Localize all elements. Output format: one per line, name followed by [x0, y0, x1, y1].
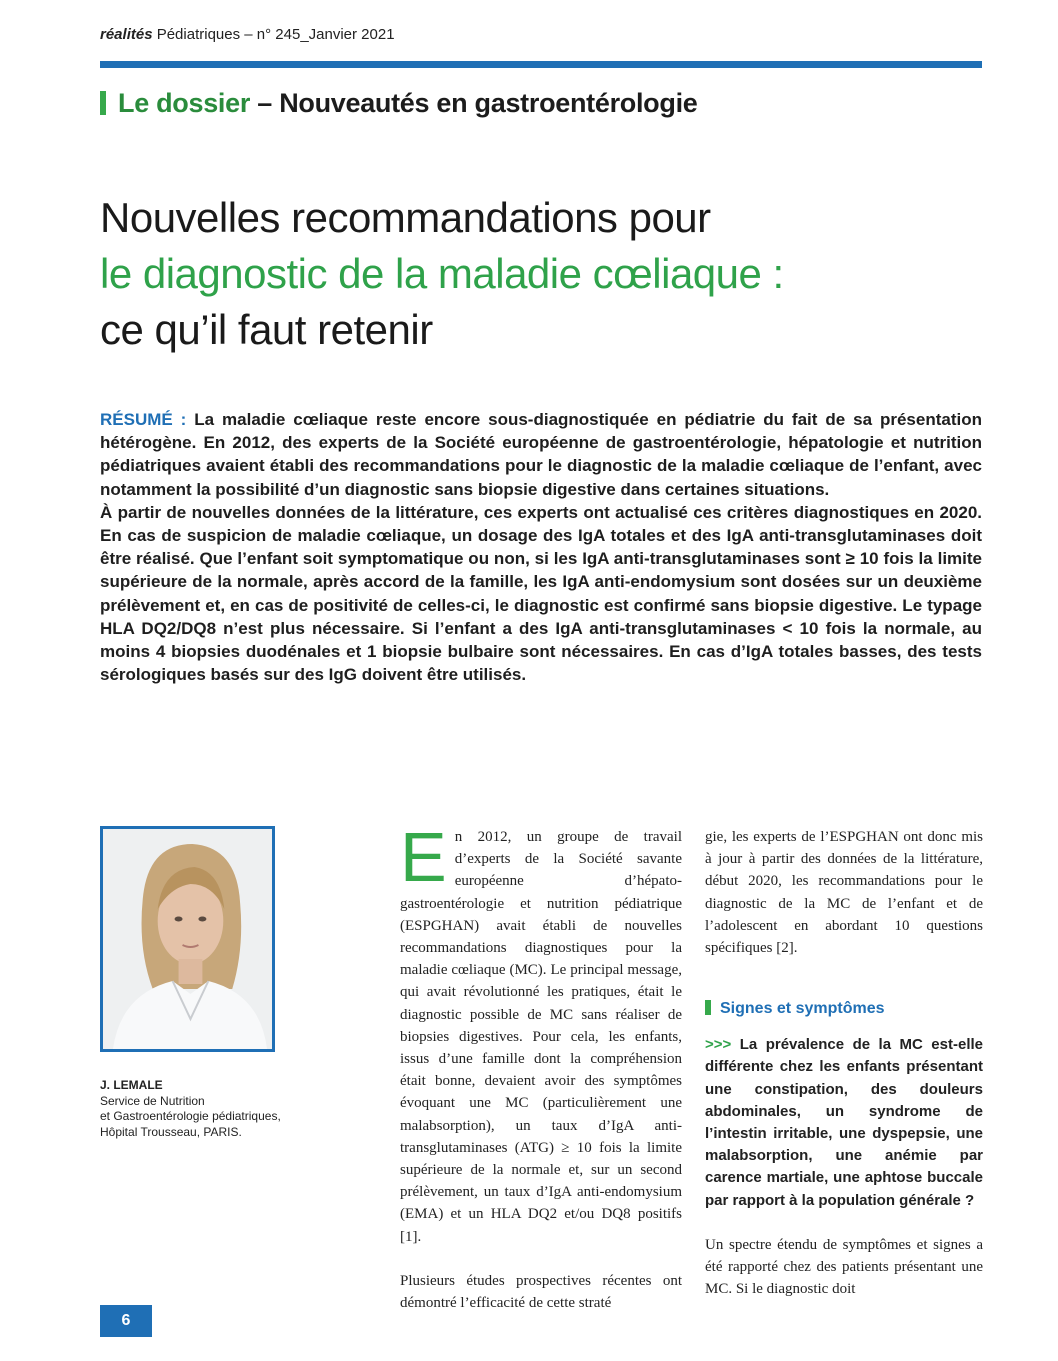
paragraph-gap-2	[705, 1212, 983, 1234]
column-2-continuation: gie, les experts de l’ESPGHAN ont donc mis à jour à partir des données de la littérature, début 2020, les recommandations pour le diagnostic de la MC de l’enfant et de l’adolescent en abordant 10 questions spécifiques [2].	[705, 829, 983, 957]
author-photo	[100, 826, 275, 1052]
subheading-bar	[705, 1000, 711, 1015]
abstract-lead: RÉSUMÉ :	[100, 410, 187, 429]
body-paragraph-1	[400, 818, 682, 1248]
article-title	[100, 190, 784, 358]
abstract-paragraph-1	[100, 408, 982, 501]
question-block	[705, 1034, 983, 1212]
author-affiliation-1: Service de Nutrition	[100, 1093, 205, 1108]
title-line-2: le diagnostic de la maladie cœliaque :	[100, 250, 784, 297]
body-column-1	[400, 818, 682, 1314]
paragraph-gap	[400, 1248, 682, 1270]
running-head	[100, 26, 395, 43]
portrait-image	[103, 829, 272, 1049]
author-affiliation-3: Hôpital Trousseau, PARIS.	[100, 1124, 242, 1139]
subheading	[705, 998, 983, 1020]
drop-cap: E	[400, 818, 447, 896]
title-line-1: Nouvelles recommandations pour	[100, 194, 711, 241]
subheading-text: Signes et symptômes	[720, 1000, 885, 1017]
abstract-text-1: La maladie cœliaque reste encore sous-diagnostiquée en pédiatrie du fait de sa présentation hétérogène. En 2012, des experts de la Société européenne de gastroentérologie, hépatologie et nutrition pédiatriques avaient établi des recommandations pour le diagnostic de la maladie cœliaque de l’enfant, avec notamment la possibilité d’un diagnostic sans biopsie digestive dans certaines situations.	[100, 410, 982, 499]
body-paragraph-2: Plusieurs études prospectives récentes ont démontré l’efficacité de cette straté	[400, 1272, 682, 1312]
section-heading	[100, 88, 698, 119]
question-text: La prévalence de la MC est-elle différente chez les enfants présentant une constipation, des douleurs abdominales, un syndrome de l’intestin irritable, une dyspepsie, une malabsorption, une anémie par carence martiale, une aphtose buccale par rapport à la population générale ?	[705, 1036, 983, 1209]
body-text-1: n 2012, un groupe de travail d’experts de la Société savante européenne d’hépato-gastroentérologie et nutrition pédiatrique (ESPGHAN) avait établi de nouvelles recommandations diagnostiques pour la maladie cœliaque (MC). Le principal message, qui avait révolutionné les pratiques, était le diagnostic possible de MC sans réaliser de biopsies digestives. Pour cela, les enfants, issus d’une famille dont la compréhension était bonne, devaient avoir des symptômes évoquant une MC (particulièrement une malabsorption), un taux d’IgA anti-transglutaminases (ATG) ≥ 10 fois la limite supérieure de la normale et, sur un second prélèvement, un taux d’IgA anti-endomysium (EMA) et un HLA DQ2 et/ou DQ8 positifs [1].	[400, 829, 682, 1245]
abstract	[100, 408, 982, 686]
author-affiliation-2: et Gastroentérologie pédiatriques,	[100, 1109, 281, 1123]
title-line-3: ce qu’il faut retenir	[100, 306, 433, 353]
header-rule	[100, 61, 982, 68]
page-number: 6	[100, 1305, 152, 1337]
body-paragraph-3: Un spectre étendu de symptômes et signes a été rapporté chez des patients présentant une MC. Si le diagnostic doit	[705, 1236, 983, 1298]
author-name: J. LEMALE	[100, 1078, 163, 1092]
section-kicker: Le dossier	[118, 88, 251, 118]
body-column-2	[705, 826, 983, 1300]
section-separator: –	[250, 88, 280, 118]
issue-info: Pédiatriques – n° 245_Janvier 2021	[152, 26, 395, 43]
journal-brand: réalités	[100, 26, 153, 43]
abstract-paragraph-2: À partir de nouvelles données de la littérature, ces experts ont actualisé ces critères diagnostiques en 2020. En cas de suspicion de maladie cœliaque, un dosage des IgA totales et des IgA anti-transglutaminases doit être réalisé. Que l’enfant soit symptomatique ou non, si les IgA anti-transglutaminases sont ≥ 10 fois la limite supérieure de la normale, après accord de la famille, les IgA anti-endomysium sont dosées sur un deuxième prélèvement et, en cas de positivité de celles-ci, le diagnostic est confirmé sans biopsie digestive. Le typage HLA DQ2/DQ8 n’est plus nécessaire. Si l’enfant a des IgA anti-transglutaminases < 10 fois la normale, au moins 4 biopsies duodénales et 1 biopsie bulbaire sont nécessaires. En cas d’IgA totales basses, des tests sérologiques basés sur des IgG doivent être utilisés.	[100, 502, 982, 685]
author-block	[100, 1078, 281, 1140]
section-title: Nouveautés en gastroentérologie	[279, 88, 698, 118]
question-marker: >>>	[705, 1036, 732, 1054]
section-bar	[100, 91, 106, 115]
